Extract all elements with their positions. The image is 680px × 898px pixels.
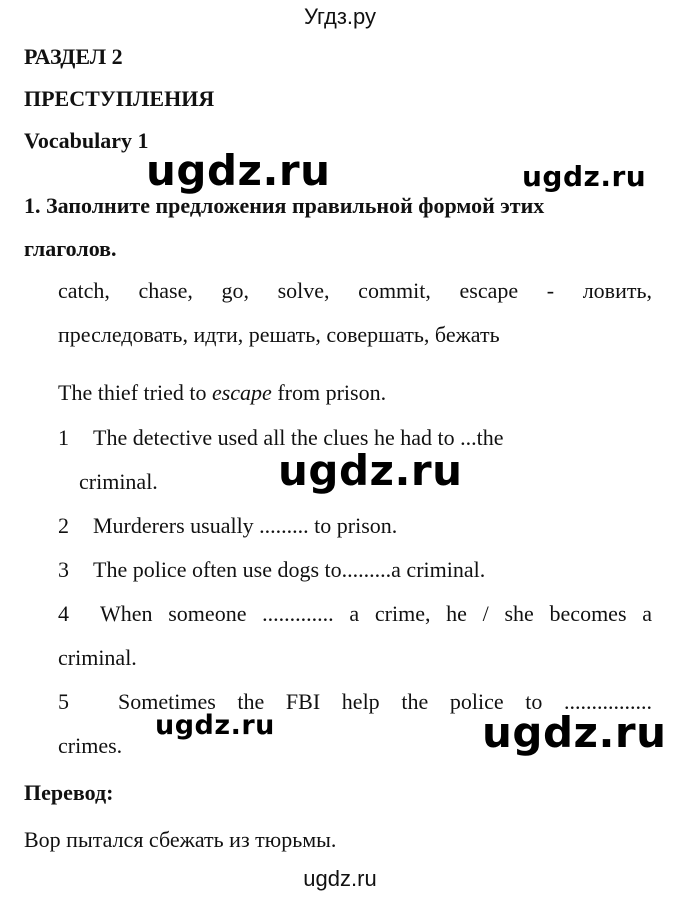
watermark-5: ugdz.ru [482,708,667,757]
sentence-4-number: 4 [58,601,69,626]
verbs-line-1 [58,278,652,304]
translation-line: Вор пытался сбежать из тюрьмы. [24,827,337,852]
vocabulary-heading: Vocabulary 1 [24,128,149,153]
sentence-1-number: 1 [58,425,69,450]
sentence-3-line-1: The police often use dogs to.........a criminal. [93,557,486,582]
example-sentence [58,380,386,406]
sentence-5-number: 5 [58,689,69,714]
task-line-1: 1. Заполните предложения правильной формой этих [24,193,545,218]
example-answer: escape [211,380,272,405]
sentence-4-line-1-text: When someone ............. a crime, he / she becomes a [100,601,652,626]
watermark-4: ugdz.ru [155,710,275,741]
site-footer: ugdz.ru [303,866,377,891]
example-after: from prison. [271,380,387,405]
sentence-4-line-2: criminal. [58,645,137,670]
translation-heading: Перевод: [24,780,114,805]
sentence-3-number: 3 [58,557,69,582]
sentence-5-line-1-text: Sometimes the FBI help the police to ................ [118,689,652,714]
section-subtitle: ПРЕСТУПЛЕНИЯ [24,86,215,111]
watermark-2: ugdz.ru [522,160,647,193]
watermark-1: ugdz.ru [146,146,331,195]
watermark-3: ugdz.ru [278,446,463,495]
sentence-1-line-1: The detective used all the clues he had to ...the [93,425,504,450]
sentence-2-number: 2 [58,513,69,538]
verbs-line-1-text: catch, chase, go, solve, commit, escape - ловить, [58,278,652,303]
site-header: Угдз.ру [303,4,377,29]
sentence-1-line-2: criminal. [79,469,158,494]
sentence-2-line-1: Murderers usually ......... to prison. [93,513,398,538]
sentence-4-line-1 [100,601,652,627]
verbs-line-2: преследовать, идти, решать, совершать, бежать [58,322,500,347]
example-before: The thief tried to [58,380,212,405]
section-title: РАЗДЕЛ 2 [24,44,123,69]
sentence-5-line-2: crimes. [58,733,123,758]
task-line-2: глаголов. [24,236,117,261]
